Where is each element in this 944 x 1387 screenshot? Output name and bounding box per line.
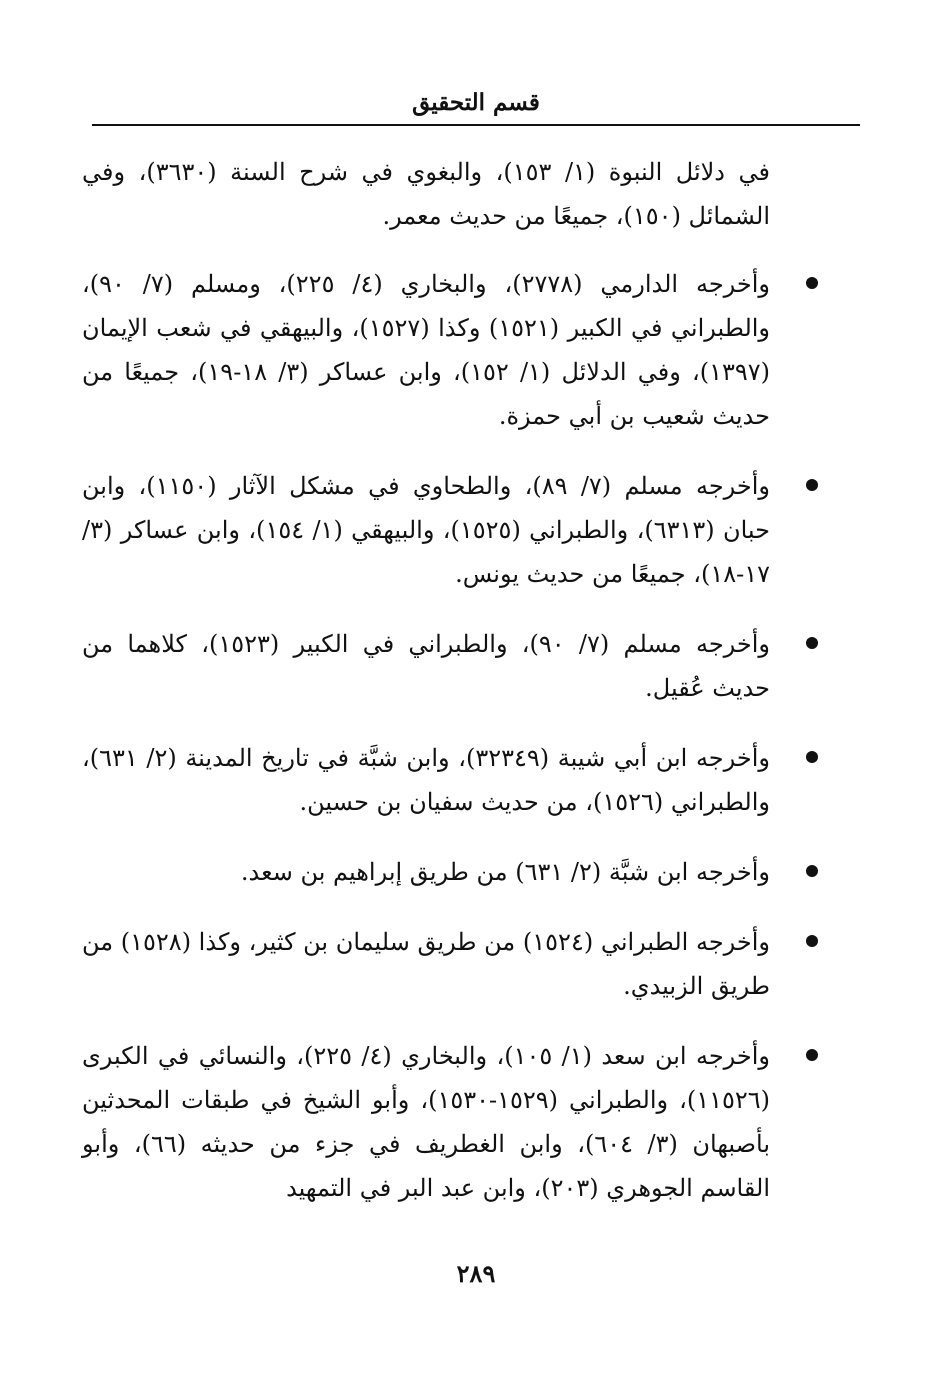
citation-text: وأخرجه ابن أبي شيبة (٣٢٣٤٩)، وابن شبَّة في تاريخ المدينة (٢/ ٦٣١)، والطبراني (١٥٢٦)، من حديث سفيان بن حسين.	[82, 744, 770, 816]
citation-entry	[82, 920, 770, 1008]
continuation-paragraph: في دلائل النبوة (١/ ١٥٣)، والبغوي في شرح السنة (٣٦٣٠)، وفي الشمائل (١٥٠)، جميعًا من حديث معمر.	[82, 158, 770, 230]
page-number: ٢٨٩	[456, 1259, 496, 1288]
bullet-icon	[806, 865, 818, 877]
citation-text: وأخرجه مسلم (٧/ ٨٩)، والطحاوي في مشكل الآثار (١١٥٠)، وابن حبان (٦٣١٣)، والطبراني (١٥٢٥)، والبيهقي (١/ ١٥٤)، وابن عساكر (٣/ ١٧-١٨)، جميعًا من حديث يونس.	[82, 472, 770, 588]
citation-text: وأخرجه ابن سعد (١/ ١٠٥)، والبخاري (٤/ ٢٢٥)، والنسائي في الكبرى (١١٥٢٦)، والطبراني (١٥٢٩-١٥٣٠)، وأبو الشيخ في طبقات المحدثين بأصبهان (٣/ ٦٠٤)، وابن الغطريف في جزء من حديثه (٦٦)، وأبو القاسم الجوهري (٢٠٣)، وابن عبد البر في التمهيد	[82, 1042, 771, 1202]
citation-entry	[82, 464, 770, 596]
citation-text: وأخرجه الدارمي (٢٧٧٨)، والبخاري (٤/ ٢٢٥)، ومسلم (٧/ ٩٠)، والطبراني في الكبير (١٥٢١) وكذا (١٥٢٧)، والبيهقي في شعب الإيمان (١٣٩٧)، وفي الدلائل (١/ ١٥٢)، وابن عساكر (٣/ ١٨-١٩)، جميعًا من حديث شعيب بن أبي حمزة.	[82, 270, 771, 430]
running-header: قسم التحقيق	[412, 89, 540, 116]
citation-text: وأخرجه ابن شبَّة (٢/ ٦٣١) من طريق إبراهيم بن سعد.	[240, 858, 770, 886]
citation-text: وأخرجه مسلم (٧/ ٩٠)، والطبراني في الكبير (١٥٢٣)، كلاهما من حديث عُقيل.	[82, 630, 770, 702]
citation-entry	[82, 262, 770, 438]
citation-entry	[82, 850, 770, 894]
citation-entry	[82, 1034, 770, 1210]
citation-entry	[82, 622, 770, 710]
citation-text: وأخرجه الطبراني (١٥٢٤) من طريق سليمان بن كثير، وكذا (١٥٢٨) من طريق الزبيدي.	[82, 928, 771, 1000]
bullet-icon	[806, 935, 818, 947]
page-body	[82, 150, 770, 1236]
bullet-icon	[806, 1049, 818, 1061]
bullet-icon	[806, 751, 818, 763]
header-divider	[92, 124, 860, 126]
bullet-icon	[806, 479, 818, 491]
bullet-icon	[806, 277, 818, 289]
citation-entry	[82, 736, 770, 824]
bullet-icon	[806, 637, 818, 649]
citation-list	[82, 262, 770, 1210]
